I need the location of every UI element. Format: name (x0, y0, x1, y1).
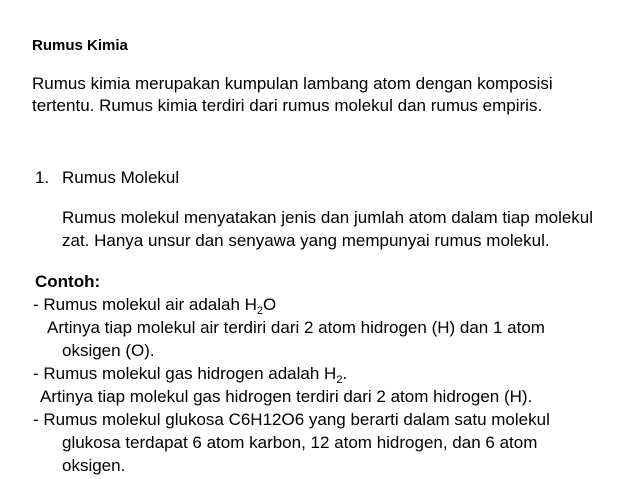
example-1-tail: O (263, 295, 277, 314)
example-3-line-2: glukosa terdapat 6 atom karbon, 12 atom hidrogen, dan 6 atom (62, 433, 538, 452)
section-body-line-2: zat. Hanya unsur dan senyawa yang mempunyai rumus molekul. (62, 231, 550, 250)
section-body-line-1: Rumus molekul menyatakan jenis dan jumlah atom dalam tiap molekul (62, 208, 594, 227)
intro-line-1: Rumus kimia merupakan kumpulan lambang atom dengan komposisi (32, 74, 553, 93)
section-heading: Rumus Molekul (62, 168, 180, 187)
example-2-explanation: Artinya tiap molekul gas hidrogen terdiri dari 2 atom hidrogen (H). (40, 387, 533, 406)
example-2 (33, 364, 347, 384)
intro-line-2: tertentu. Rumus kimia terdiri dari rumus molekul dan rumus empiris. (32, 96, 543, 115)
example-2-subscript: 2 (336, 374, 343, 386)
example-3-line-1: - Rumus molekul glukosa C6H12O6 yang berarti dalam satu molekul (33, 410, 550, 429)
example-2-tail: . (342, 364, 348, 383)
example-1-subscript: 2 (256, 305, 264, 317)
example-1-explanation-line-2: oksigen (O). (62, 341, 155, 360)
section-number: 1. (35, 168, 50, 187)
example-2-text: - Rumus molekul gas hidrogen adalah H (33, 364, 337, 383)
example-1-text: - Rumus molekul air adalah H (33, 295, 257, 314)
example-3-line-3: oksigen. (62, 456, 126, 475)
page-title: Rumus Kimia (32, 37, 128, 54)
example-1 (33, 295, 276, 315)
contoh-label: Contoh: (35, 272, 101, 291)
example-1-explanation-line-1: Artinya tiap molekul air terdiri dari 2 atom hidrogen (H) dan 1 atom (47, 318, 545, 337)
